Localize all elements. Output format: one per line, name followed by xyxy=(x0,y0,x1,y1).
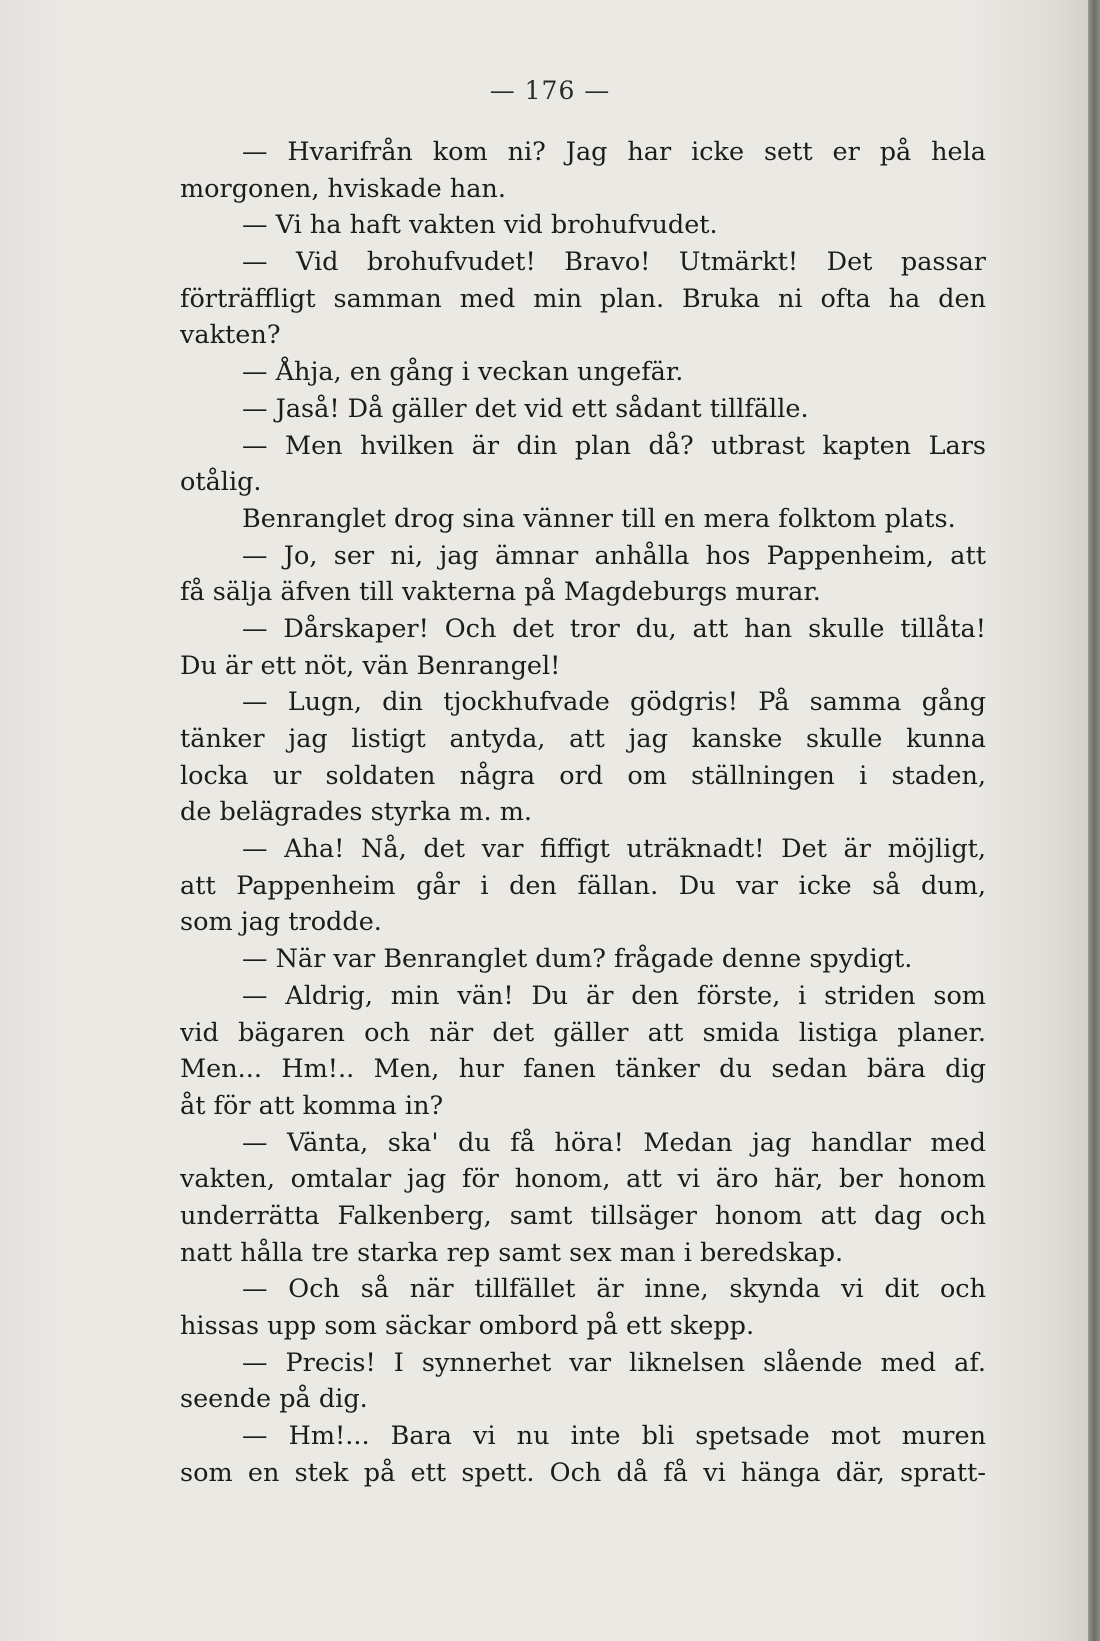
body-text xyxy=(180,134,986,1491)
text-line: locka ur soldaten några ord om ställningen i staden, xyxy=(180,760,986,791)
text-line: åt för att komma in? xyxy=(180,1090,444,1121)
text-line: Du är ett nöt, vän Benrangel! xyxy=(180,650,561,681)
text-line: — Vid brohufvudet! Bravo! Utmärkt! Det passar xyxy=(242,247,986,278)
text-line: — Lugn, din tjockhufvade gödgris! På samma gång xyxy=(242,687,986,718)
text-line: hissas upp som säckar ombord på ett skepp. xyxy=(180,1311,755,1341)
text-line: — Hm!... Bara vi nu inte bli spetsade mot muren xyxy=(242,1421,986,1452)
text-line: — Dårskaper! Och det tror du, att han skulle tillåta! xyxy=(242,613,986,644)
text-line: Men... Hm!.. Men, hur fanen tänker du sedan bära dig xyxy=(180,1054,986,1085)
text-line: — Precis! I synnerhet var liknelsen slående med af. xyxy=(242,1347,986,1378)
text-line: — Vänta, ska' du få höra! Medan jag handlar med xyxy=(242,1127,986,1158)
text-line: — Och så när tillfället är inne, skynda vi dit och xyxy=(242,1274,986,1305)
text-line: — Vi ha haft vakten vid brohufvudet. xyxy=(242,210,718,241)
text-line: — Jaså! Då gäller det vid ett sådant tillfälle. xyxy=(242,393,809,424)
text-line: — Hvarifrån kom ni? Jag har icke sett er på hela xyxy=(242,137,986,167)
text-line: natt hålla tre starka rep samt sex man i beredskap. xyxy=(180,1237,844,1268)
text-line: — Aha! Nå, det var fiffigt uträknadt! Det är möjligt, xyxy=(242,834,986,865)
text-line: — Aldrig, min vän! Du är den förste, i striden som xyxy=(242,980,986,1011)
text-line: — Jo, ser ni, jag ämnar anhålla hos Pappenheim, att xyxy=(242,540,986,571)
text-line: — När var Benranglet dum? frågade denne spydigt. xyxy=(242,944,913,975)
text-line: — Men hvilken är din plan då? utbrast kapten Lars xyxy=(242,430,986,461)
text-line: seende på dig. xyxy=(180,1384,368,1415)
text-line: som jag trodde. xyxy=(180,907,382,938)
text-line: vakten, omtalar jag för honom, att vi äro här, ber honom xyxy=(180,1164,986,1195)
book-spine-shadow xyxy=(1088,0,1100,1641)
page-number: — 176 — xyxy=(489,76,611,105)
text-line: vid bägaren och när det gäller att smida listiga planer. xyxy=(180,1017,986,1048)
text-line: Benranglet drog sina vänner till en mera folktom plats. xyxy=(242,503,956,534)
text-line: tänker jag listigt antyda, att jag kanske skulle kunna xyxy=(180,724,986,754)
text-line: otålig. xyxy=(180,467,262,498)
text-line: få sälja äfven till vakterna på Magdeburgs murar. xyxy=(180,577,821,608)
text-line: morgonen, hviskade han. xyxy=(180,173,506,204)
text-line: de belägrades styrka m. m. xyxy=(180,797,532,828)
text-line: — Åhja, en gång i veckan ungefär. xyxy=(242,357,684,388)
text-line: som en stek på ett spett. Och då få vi hänga där, spratt- xyxy=(180,1457,986,1488)
text-line: vakten? xyxy=(180,320,281,351)
text-line: underrätta Falkenberg, samt tillsäger honom att dag och xyxy=(180,1200,986,1231)
text-line: förträffligt samman med min plan. Bruka ni ofta ha den xyxy=(180,283,986,314)
text-line: att Pappenheim går i den fällan. Du var icke så dum, xyxy=(180,870,986,901)
